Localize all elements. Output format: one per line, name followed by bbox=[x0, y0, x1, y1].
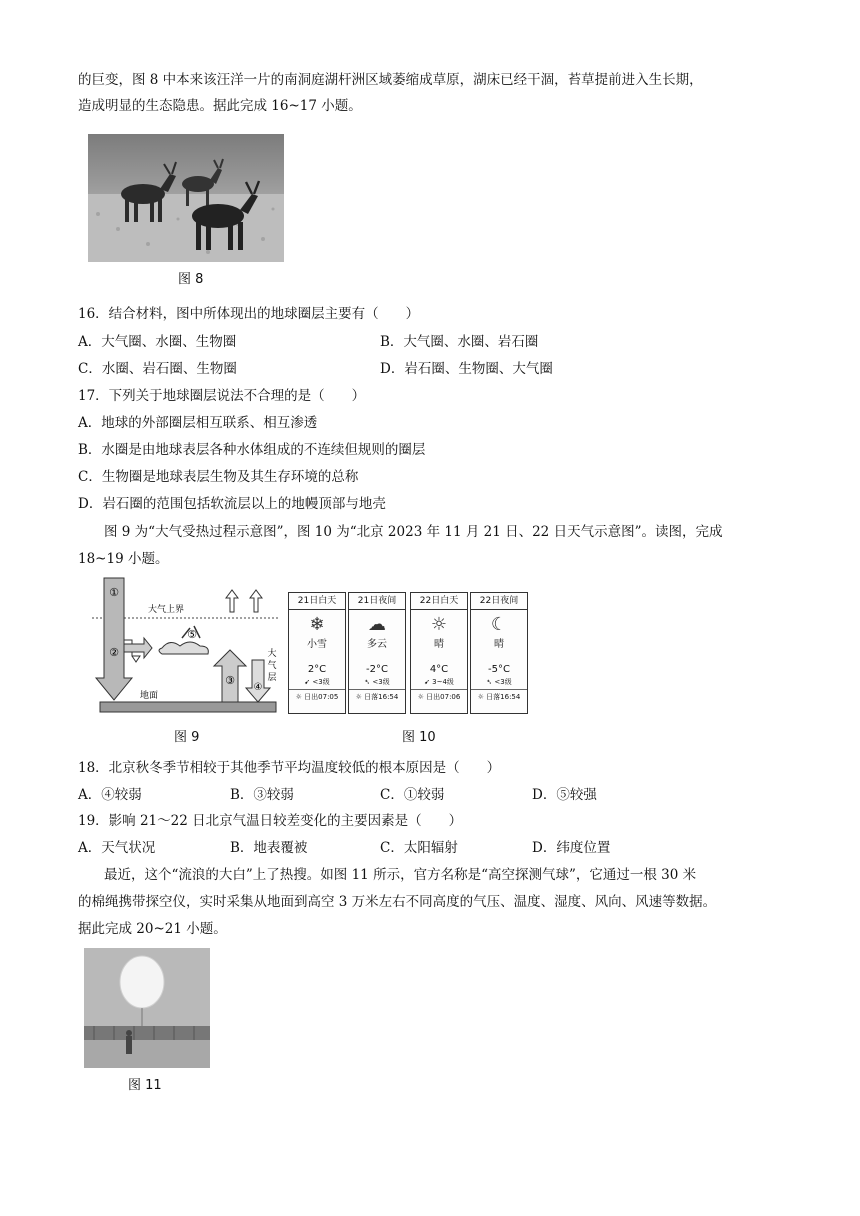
weather-temp: -5°C bbox=[488, 664, 510, 675]
weather-card bbox=[470, 592, 528, 714]
fig9-label-2: ② bbox=[109, 646, 119, 659]
weather-text: 晴 bbox=[494, 639, 504, 650]
weather-text: 小雪 bbox=[307, 639, 327, 650]
figure-9-diagram bbox=[92, 574, 280, 720]
q16-stem: 16．结合材料，图中所体现出的地球圈层主要有（ ） bbox=[78, 306, 420, 322]
q16-option-a[interactable]: A．大气圈、水圈、生物圈 bbox=[78, 334, 237, 350]
fig9-top-boundary-label: 大气上界 bbox=[148, 605, 185, 615]
q18-option-b[interactable]: B．③较弱 bbox=[230, 787, 294, 803]
weather-sun: ☼ 日落16:54 bbox=[471, 689, 527, 702]
weather-wind: ➴ <3级 bbox=[486, 678, 512, 686]
weather-temp: 4°C bbox=[429, 664, 449, 675]
weather-card bbox=[410, 592, 468, 714]
fig9-label-5: ⑤ bbox=[187, 628, 197, 641]
weather-wind: ➹ 3~4级 bbox=[424, 678, 454, 686]
q18-option-d[interactable]: D．⑤较强 bbox=[532, 787, 597, 803]
fig9-atmos-label-3: 层 bbox=[267, 673, 277, 683]
figure-9-caption: 图 9 bbox=[174, 730, 200, 745]
weather-card-head: 21日白天 bbox=[289, 593, 345, 610]
figure-11-caption: 图 11 bbox=[128, 1078, 162, 1093]
fig9-label-3: ③ bbox=[225, 674, 235, 687]
intro2-line-2: 18~19 小题。 bbox=[78, 551, 169, 567]
intro3-line-1: 最近，这个“流浪的大白”上了热搜。如图 11 所示，官方名称是“高空探测气球”，它通过一根 30 米 bbox=[104, 867, 697, 883]
weather-card-head: 22日白天 bbox=[411, 593, 467, 610]
figure-8-caption: 图 8 bbox=[178, 272, 204, 287]
q16-option-c[interactable]: C．水圈、岩石圈、生物圈 bbox=[78, 361, 237, 377]
fig9-atmos-label-2: 气 bbox=[267, 661, 277, 671]
q19-option-c[interactable]: C．太阳辐射 bbox=[380, 840, 458, 856]
q18-option-c[interactable]: C．①较弱 bbox=[380, 787, 445, 803]
weather-card-head: 21日夜间 bbox=[349, 593, 405, 610]
q18-option-a[interactable]: A．④较弱 bbox=[78, 787, 142, 803]
weather-temp: 2°C bbox=[307, 664, 327, 675]
q19-option-a[interactable]: A．天气状况 bbox=[78, 840, 156, 856]
weather-card bbox=[348, 592, 406, 714]
q18-stem: 18．北京秋冬季节相较于其他季节平均温度较低的根本原因是（ ） bbox=[78, 760, 501, 776]
q16-option-b[interactable]: B．大气圈、水圈、岩石圈 bbox=[380, 334, 539, 350]
intro3-line-3: 据此完成 20~21 小题。 bbox=[78, 921, 227, 937]
q16-option-d[interactable]: D．岩石圈、生物圈、大气圈 bbox=[380, 361, 553, 377]
weather-text: 多云 bbox=[367, 639, 387, 650]
moon-icon: ☾ bbox=[490, 614, 508, 635]
fig9-label-1: ① bbox=[109, 586, 119, 599]
q17-stem: 17．下列关于地球圈层说法不合理的是（ ） bbox=[78, 388, 366, 404]
weather-sun: ☼ 日出07:05 bbox=[289, 689, 345, 702]
snow-icon: ❄ bbox=[309, 614, 325, 635]
q17-option-d[interactable]: D．岩石圈的范围包括软流层以上的地幔顶部与地壳 bbox=[78, 496, 386, 512]
intro-line-2: 造成明显的生态隐患。据此完成 16~17 小题。 bbox=[78, 98, 362, 114]
intro3-line-2: 的棉绳携带探空仪，实时采集从地面到高空 3 万米左右不同高度的气压、温度、湿度、风向、风速等数据。 bbox=[78, 894, 717, 910]
fig9-atmos-label-1: 大 bbox=[267, 649, 277, 659]
q19-option-b[interactable]: B．地表覆被 bbox=[230, 840, 308, 856]
figure-10-caption: 图 10 bbox=[402, 730, 436, 745]
q19-stem: 19．影响 21～22 日北京气温日较差变化的主要因素是（ ） bbox=[78, 813, 463, 829]
figure-11-photo bbox=[84, 948, 210, 1068]
sun-icon: ☼ bbox=[430, 614, 448, 635]
weather-card bbox=[288, 592, 346, 714]
weather-sun: ☼ 日落16:54 bbox=[349, 689, 405, 702]
q17-option-a[interactable]: A．地球的外部圈层相互联系、相互渗透 bbox=[78, 415, 318, 431]
weather-card-head: 22日夜间 bbox=[471, 593, 527, 610]
figure-8-photo bbox=[88, 134, 284, 262]
weather-temp: -2°C bbox=[366, 664, 388, 675]
cloud-icon: ☁ bbox=[368, 614, 386, 635]
fig9-label-4: ④ bbox=[253, 682, 263, 693]
q19-option-d[interactable]: D．纬度位置 bbox=[532, 840, 611, 856]
fig9-ground-label: 地面 bbox=[140, 691, 159, 701]
q17-option-c[interactable]: C．生物圈是地球表层生物及其生存环境的总称 bbox=[78, 469, 359, 485]
weather-text: 晴 bbox=[434, 639, 444, 650]
intro-line-1: 的巨变，图 8 中本来该汪洋一片的南洞庭湖杆洲区域萎缩成草原，湖床已经干涸，苔草提前进入生长期， bbox=[78, 72, 703, 88]
weather-wind: ➹ <3级 bbox=[304, 678, 330, 686]
weather-wind: ➴ <3级 bbox=[364, 678, 390, 686]
figure-10-weather bbox=[288, 572, 538, 722]
intro2-line-1: 图 9 为“大气受热过程示意图”，图 10 为“北京 2023 年 11 月 21 日、22 日天气示意图”。读图，完成 bbox=[104, 524, 723, 540]
q17-option-b[interactable]: B．水圈是由地球表层各种水体组成的不连续但规则的圈层 bbox=[78, 442, 426, 458]
weather-sun: ☼ 日出07:06 bbox=[411, 689, 467, 702]
